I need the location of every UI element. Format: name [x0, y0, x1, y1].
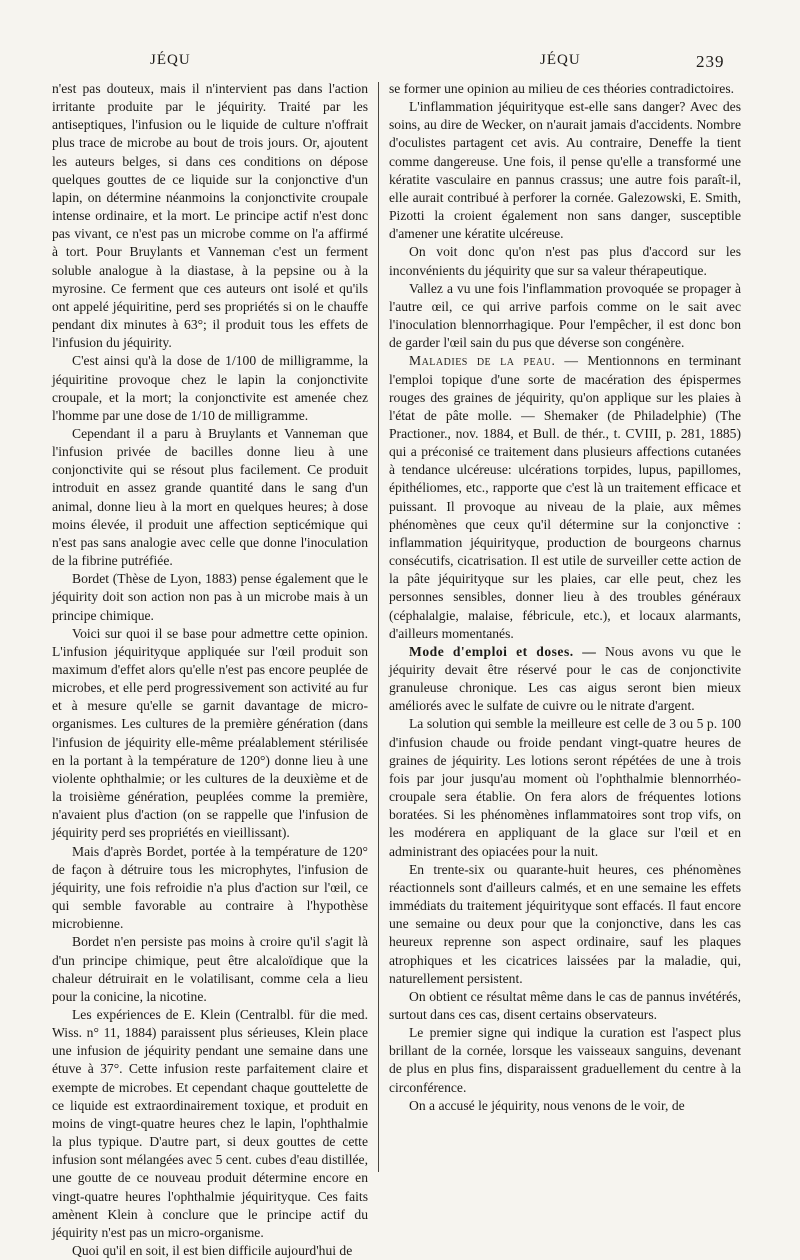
paragraph: On obtient ce résultat même dans le cas de pannus invétérés, surtout dans ces cas, disent certains observateurs. — [389, 988, 741, 1022]
section-heading: Mode d'emploi et doses. — — [409, 643, 606, 659]
paragraph: Mais d'après Bordet, portée à la température de 120° de façon à détruire tous les microphytes, l'infusion de jéquirity, une fois refroidie n'a plus d'action sur l'œil, ce qui semble favorable au contraire à l'hypothèse microbienne. — [52, 843, 368, 932]
paragraph-mode-emploi — [389, 643, 741, 716]
paragraph: Bordet n'en persiste pas moins à croire qu'il s'agit là d'un principe chimique, peut être alcaloïdique que la chaleur détruirait en le volatilisant, comme cela a lieu pour la conicine, la nicotine. — [52, 934, 368, 1004]
section-heading: Maladies de la peau. — — [409, 353, 588, 369]
paragraph: Vallez a vu une fois l'inflammation provoquée se propager à l'autre œil, ce qui arrive parfois comme on le sait avec l'inoculation blennorrhagique. Pour l'empêcher, il est donc bon de garder l'œil sain du pus que déverse son congénère. — [389, 280, 741, 351]
paragraph: C'est ainsi qu'à la dose de 1/100 de milligramme, la jéquiritine provoque chez le lapin la conjonctivite croupale, et la mort; la conjonctivite est amenée chez l'homme par une dose de 1/10 de milligramme. — [52, 353, 368, 423]
column-divider — [378, 82, 379, 1172]
paragraph: Les expériences de E. Klein (Centralbl. für die med. Wiss. n° 11, 1884) paraissent plus sérieuses, Klein place une infusion de jéquirity pendant une semaine dans une étuve à 37°. Cette infusion reste parfaitement claire et exempte de microbes. Et cependant chaque gouttelette de ce liquide est extraordinairement toxique, et produit en moins de vingt-quatre heures chez le lapin, l'ophthalmie la plus typique. D'autre part, si deux gouttes de cette infusion sont mélangées avec 5 cent. cubes d'eau distillée, une goutte de ce nouveau produit détermine encore en vingt-quatre heures l'ophthalmie jéquirityque. Ces faits amènent Klein à conclure que le principe actif du jéquirity n'est pas un micro-organisme. — [52, 1006, 368, 1240]
paragraph: La solution qui semble la meilleure est celle de 3 ou 5 p. 100 d'infusion chaude ou froide pendant vingt-quatre heures de graines de jéquirity. Les lotions seront répétées de une à trois fois par jour jusqu'au moment où l'ophthalmie blennorrhéo-croupale sera établie. On fera alors de fréquentes lotions boratées. Si les phénomènes inflammatoires sont trop vifs, on les modérera en appliquant de la glace sur l'œil et en administrant des opiacées pour la nuit. — [389, 716, 741, 859]
paragraph-text: Mentionnons en terminant l'emploi topique d'une sorte de macération des épispermes rouges des graines de jéquirity, qu'on applique sur les plaies à l'état de pâte molle. — Shemaker (de Philadelphie) (The Practioner., nov. 1884, et Bull. de thér., t. CVIII, p. 281, 1885) qui a préconisé ce traitement dans plusieurs affections cutanées à tendance ulcéreuse: ulcérations torpides, lupus, papillomes, épithéliomes, etc., rapporte que c'est là un traitement efficace et puissant. Il provoque au niveau de la plaie, aux mêmes phénomènes que ceux qu'il détermine sur la conjonctive : inflammation jéquirityque, production de bourgeons charnus consécutifs, cicatrisation. Il est utile de surveiller cette action de la pâte jéquirityque sur les plaies, car elle peut, chez les personnes sensibles, donner lieu à des troubles généraux (céphalalgie, malaise, fébricule, etc.), et locaux alarmants, d'ailleurs momentanés. — [389, 353, 742, 641]
paragraph: Cependant il a paru à Bruylants et Vanneman que l'infusion privée de bacilles donne lieu à une conjonctivite qui se résout plus facilement. Ce produit introduit en assez grande quantité dans le sang d'un animal, donne lieu à la mort en quelques heures; à dose moins élevée, il produit une affection septicémique qui n'est pas sans analogie avec celle que donne l'inoculation de la fibrine putréfiée. — [52, 425, 368, 569]
paragraph: se former une opinion au milieu de ces théories contradictoires. — [389, 81, 735, 96]
paragraph: L'inflammation jéquirityque est-elle sans danger? Avec des soins, au dire de Wecker, on n'aurait jamais d'accidents. Nombre d'oculistes partagent cet avis. Au contraire, Deneffe la tient comme dangereuse. Une fois, il pense qu'elle a transformé une kératite vasculaire en pannus crassus; une autre fois paraît-il, elle aurait contribué à perforer la cornée. Galezowski, E. Smith, Pizotti la croient également non sans danger, susceptible d'amener une kératite ulcéreuse. — [389, 99, 741, 242]
paragraph: Quoi qu'il en soit, il est bien difficile aujourd'hui de — [72, 1243, 353, 1258]
paragraph: n'est pas douteux, mais il n'intervient pas dans l'action irritante produite par le jéquirity. Traité par les antiseptiques, l'infusion ou le liquide de culture n'offrait plus trace de microbe au bout de trois jours. Or, ajoutent les auteurs belges, si dans ces conditions on dépose quelques gouttes de ce liquide sur la conjonctive d'un lapin, on détermine néanmoins la conjonctivite croupale intense ordinaire, et la mort. Le principe actif n'est donc pas vivant, ce n'est pas un microbe comme on l'a affirmé à tort. Pour Bruylants et Vanneman c'est un ferment soluble analogue à la diastase, à la pepsine ou à la myrosine. Ce ferment que ces auteurs ont isolé et qu'ils ont appelé jéquiritine, perd ses propriétés si on le chauffe pendant dix minutes à 63°; il produit tous les effets de l'infusion du jéquirity. — [52, 81, 368, 351]
paragraph: En trente-six ou quarante-huit heures, ces phénomènes réactionnels sont d'ailleurs calmés, et en une semaine les effets immédiats du traitement jéquirityque sont effacés. Il faut encore une semaine ou deux pour que la conjonctive, dans les cas heureux reprenne son aspect ordinaire, sauf les plaques atrophiques et les cicatrices laissées par la maladie, qui, naturellement persistent. — [389, 861, 741, 986]
page-number: 239 — [696, 52, 725, 71]
paragraph-maladies-de-la-peau — [389, 352, 741, 643]
paragraph: Bordet (Thèse de Lyon, 1883) pense également que le jéquirity doit son action non pas à un microbe mais à un principe chimique. — [52, 571, 368, 623]
left-column — [52, 80, 368, 1258]
running-head-right: JÉQU — [540, 52, 581, 68]
running-head-left: JÉQU — [150, 52, 191, 68]
paragraph: On a accusé le jéquirity, nous venons de le voir, de — [409, 1097, 685, 1113]
paragraph: Le premier signe qui indique la curation est l'aspect plus brillant de la cornée, lorsque les vaisseaux sanguins, devenant de plus en plus fins, disparaissent graduellement du centre à la circonférence. — [389, 1025, 741, 1095]
paragraph: On voit donc qu'on n'est pas plus d'accord sur les inconvénients du jéquirity que sur sa valeur thérapeutique. — [389, 244, 741, 278]
paragraph: Voici sur quoi il se base pour admettre cette opinion. L'infusion jéquirityque appliquée sur l'œil produit son maximum d'effet alors qu'elle n'est pas encore peuplée de microbes, et elle perd progressivement son activité au fur et à mesure qu'elle se garnit davantage de micro-organismes. Les cultures de la première génération (dans l'infusion de jéquirity elle-même préalablement stérilisée en la portant à la température de 120°) donne lieu à une violente ophthalmie; or les cultures de la deuxième et de la troisième génération, peuplées comme la première, n'avaient plus d'action (on se rappelle que l'infusion de jéquirity perd ses propriétés en vieillissant). — [52, 625, 368, 841]
paragraph-text: Nous avons vu que le jéquirity devait être réservé pour le cas de conjonctivite granuleuse chronique. Les cas aigus seront bien mieux améliorés avec le sulfate de cuivre ou le nitrate d'argent. — [389, 643, 741, 714]
right-column — [389, 80, 741, 1180]
